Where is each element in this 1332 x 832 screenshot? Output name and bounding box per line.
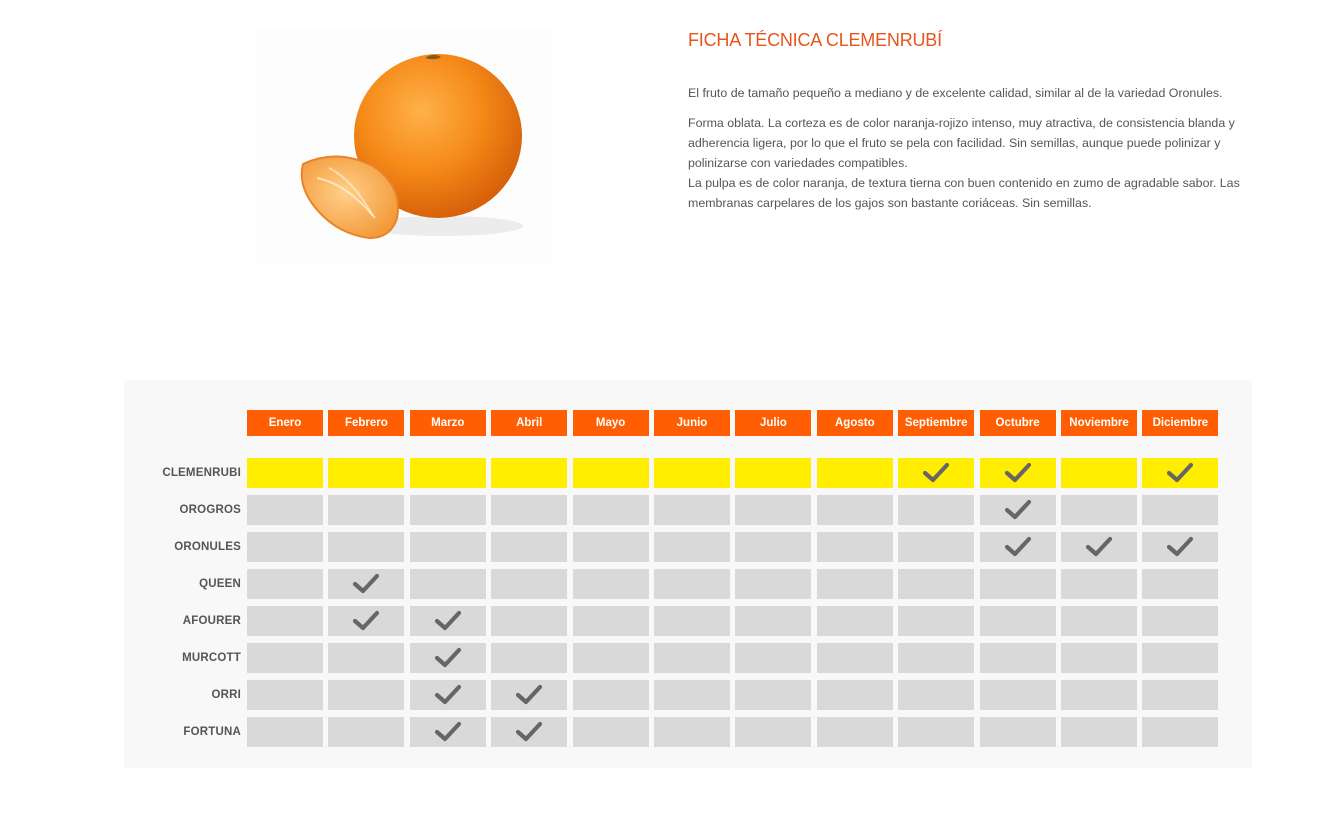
description-line-1: Forma oblata. La corteza es de color naranja-rojizo intenso, muy atractiva, de consistencia blanda y adherencia ligera, por lo que el fruto se pela con facilidad. Sin semillas, aunque puede polinizar y polinizarse con variedades compatibles. <box>688 116 1235 170</box>
calendar-cell <box>328 569 404 599</box>
calendar-cell <box>980 458 1056 488</box>
variety-label: ORONULES <box>174 541 241 553</box>
calendar-cell <box>1061 606 1137 636</box>
calendar-cell <box>817 532 893 562</box>
calendar-cell <box>735 680 811 710</box>
harvest-calendar <box>124 380 1252 768</box>
calendar-cell <box>980 569 1056 599</box>
calendar-cell <box>980 717 1056 747</box>
calendar-cell <box>817 643 893 673</box>
calendar-cell <box>817 458 893 488</box>
month-header: Enero <box>247 410 323 436</box>
calendar-cell <box>328 495 404 525</box>
calendar-cell <box>735 458 811 488</box>
calendar-cell <box>328 532 404 562</box>
calendar-cell <box>980 495 1056 525</box>
variety-label: AFOURER <box>182 615 241 627</box>
variety-label: ORRI <box>211 689 241 701</box>
check-icon <box>1004 462 1032 484</box>
calendar-cell <box>817 680 893 710</box>
calendar-cell <box>491 569 567 599</box>
calendar-cell <box>328 643 404 673</box>
calendar-cell <box>1142 495 1218 525</box>
calendar-cell <box>1061 717 1137 747</box>
check-icon <box>515 721 543 743</box>
calendar-cell <box>328 680 404 710</box>
variety-label: MURCOTT <box>182 652 241 664</box>
product-title: FICHA TÉCNICA CLEMENRUBÍ <box>688 30 942 50</box>
calendar-cell <box>735 532 811 562</box>
calendar-cell <box>1142 532 1218 562</box>
check-icon <box>352 610 380 632</box>
month-header: Junio <box>654 410 730 436</box>
variety-label: QUEEN <box>199 578 241 590</box>
calendar-cell <box>898 569 974 599</box>
calendar-cell <box>817 606 893 636</box>
month-header: Septiembre <box>898 410 974 436</box>
calendar-cell <box>654 495 730 525</box>
calendar-cell <box>817 717 893 747</box>
calendar-cell <box>573 532 649 562</box>
calendar-cell <box>410 680 486 710</box>
calendar-cell <box>898 606 974 636</box>
month-header: Octubre <box>980 410 1056 436</box>
calendar-cell <box>1142 606 1218 636</box>
month-header: Diciembre <box>1142 410 1218 436</box>
calendar-cell <box>980 680 1056 710</box>
calendar-cell <box>898 532 974 562</box>
calendar-cell <box>410 643 486 673</box>
calendar-cell <box>898 458 974 488</box>
month-header: Abril <box>491 410 567 436</box>
check-icon <box>434 684 462 706</box>
calendar-cell <box>817 569 893 599</box>
check-icon <box>352 573 380 595</box>
check-icon <box>1166 536 1194 558</box>
check-icon <box>434 721 462 743</box>
calendar-cell <box>654 680 730 710</box>
month-header: Mayo <box>573 410 649 436</box>
calendar-cell <box>247 606 323 636</box>
calendar-cell <box>1061 643 1137 673</box>
month-header: Julio <box>735 410 811 436</box>
check-icon <box>434 610 462 632</box>
calendar-cell <box>247 532 323 562</box>
calendar-cell <box>410 458 486 488</box>
check-icon <box>1166 462 1194 484</box>
product-description <box>688 83 1258 213</box>
calendar-cell <box>247 680 323 710</box>
calendar-cell <box>1142 458 1218 488</box>
variety-label: CLEMENRUBI <box>162 467 241 479</box>
calendar-cell <box>1061 569 1137 599</box>
calendar-cell <box>573 458 649 488</box>
calendar-cell <box>573 680 649 710</box>
product-info <box>688 30 1258 223</box>
calendar-cell <box>491 717 567 747</box>
calendar-cell <box>410 606 486 636</box>
calendar-cell <box>247 643 323 673</box>
product-image <box>255 28 553 264</box>
calendar-cell <box>247 717 323 747</box>
calendar-cell <box>247 495 323 525</box>
calendar-cell <box>410 495 486 525</box>
calendar-cell <box>1061 495 1137 525</box>
calendar-cell <box>491 495 567 525</box>
calendar-cell <box>1142 569 1218 599</box>
calendar-cell <box>980 606 1056 636</box>
calendar-cell <box>247 569 323 599</box>
month-header: Agosto <box>817 410 893 436</box>
description-line-2: La pulpa es de color naranja, de textura tierna con buen contenido en zumo de agradable sabor. Las membranas carpelares de los gajos son bastante coriáceas. Sin semillas. <box>688 176 1240 210</box>
calendar-cell <box>328 717 404 747</box>
check-icon <box>922 462 950 484</box>
check-icon <box>1085 536 1113 558</box>
check-icon <box>434 647 462 669</box>
description-paragraph-1: El fruto de tamaño pequeño a mediano y de excelente calidad, similar al de la variedad Oronules. <box>688 86 1223 100</box>
calendar-cell <box>898 643 974 673</box>
calendar-cell <box>654 532 730 562</box>
calendar-cell <box>491 532 567 562</box>
calendar-cell <box>573 569 649 599</box>
description-paragraph-2 <box>688 113 1258 213</box>
calendar-cell <box>491 680 567 710</box>
calendar-cell <box>898 495 974 525</box>
calendar-cell <box>410 532 486 562</box>
calendar-cell <box>491 606 567 636</box>
calendar-cell <box>573 717 649 747</box>
calendar-cell <box>735 606 811 636</box>
check-icon <box>515 684 543 706</box>
month-header: Marzo <box>410 410 486 436</box>
variety-label: FORTUNA <box>183 726 241 738</box>
month-header: Noviembre <box>1061 410 1137 436</box>
calendar-cell <box>1142 643 1218 673</box>
calendar-cell <box>247 458 323 488</box>
calendar-cell <box>735 643 811 673</box>
calendar-cell <box>491 643 567 673</box>
calendar-cell <box>735 569 811 599</box>
calendar-cell <box>573 643 649 673</box>
calendar-cell <box>1142 717 1218 747</box>
calendar-cell <box>1061 458 1137 488</box>
calendar-cell <box>654 458 730 488</box>
calendar-cell <box>654 717 730 747</box>
variety-label: OROGROS <box>179 504 241 516</box>
calendar-cell <box>654 643 730 673</box>
calendar-cell <box>735 717 811 747</box>
calendar-cell <box>654 569 730 599</box>
calendar-cell <box>573 606 649 636</box>
calendar-cell <box>573 495 649 525</box>
calendar-cell <box>980 532 1056 562</box>
calendar-cell <box>1061 680 1137 710</box>
clementine-illustration <box>255 28 553 264</box>
calendar-cell <box>654 606 730 636</box>
calendar-cell <box>898 717 974 747</box>
calendar-cell <box>410 569 486 599</box>
calendar-cell <box>328 458 404 488</box>
check-icon <box>1004 536 1032 558</box>
calendar-cell <box>328 606 404 636</box>
calendar-cell <box>980 643 1056 673</box>
calendar-cell <box>1061 532 1137 562</box>
calendar-cell <box>1142 680 1218 710</box>
calendar-cell <box>491 458 567 488</box>
calendar-cell <box>735 495 811 525</box>
check-icon <box>1004 499 1032 521</box>
month-header: Febrero <box>328 410 404 436</box>
calendar-cell <box>898 680 974 710</box>
calendar-cell <box>410 717 486 747</box>
calendar-cell <box>817 495 893 525</box>
